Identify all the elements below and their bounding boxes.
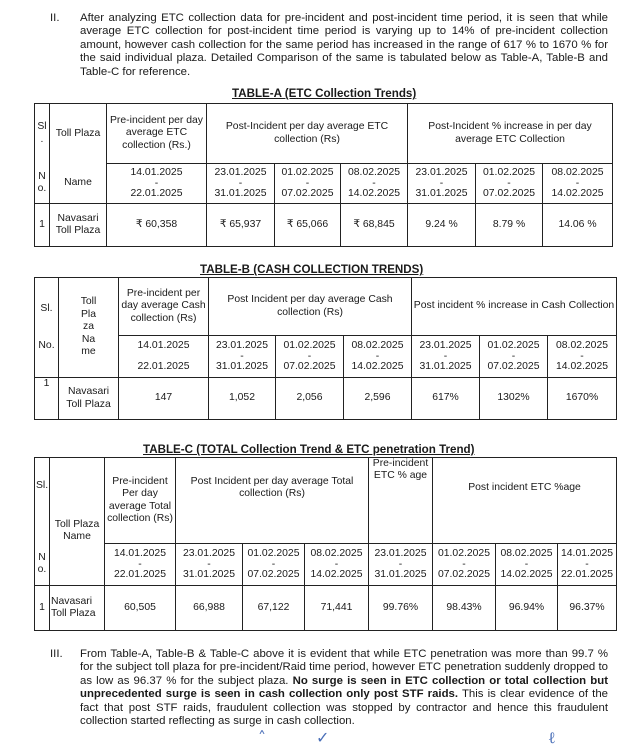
toll-plaza-header: Toll Pla za Na me xyxy=(59,278,119,378)
etc-cell: 98.43% xyxy=(433,586,496,631)
date-range: 08.02.2025 - 14.02.2025 xyxy=(496,544,558,586)
name-header: Name xyxy=(50,164,107,204)
pct-increase-header: Post incident % increase in Cash Collection xyxy=(412,278,617,336)
signature-mark: ˄ xyxy=(258,728,266,747)
pre-value-cell: 147 xyxy=(119,378,209,420)
pre-etc-header: Pre-incident ETC % age xyxy=(369,458,433,544)
date-range: 01.02.2025 - 07.02.2025 xyxy=(276,336,344,378)
pct-cell: 1670% xyxy=(548,378,617,420)
date-range: 14.01.2025 - 22.01.2025 xyxy=(107,164,207,204)
table-c xyxy=(34,457,617,631)
post-value-cell: ₹ 65,066 xyxy=(275,204,341,247)
date-range: 01.02.2025 - 07.02.2025 xyxy=(433,544,496,586)
etc-cell: 96.94% xyxy=(496,586,558,631)
sl-cell: 1 xyxy=(35,378,59,420)
no-header: N o. xyxy=(35,164,50,204)
pct-cell: 14.06 % xyxy=(543,204,613,247)
post-value-cell: 66,988 xyxy=(176,586,243,631)
date-range: 23.01.2025 - 31.01.2025 xyxy=(412,336,480,378)
date-range: 01.02.2025 - 07.02.2025 xyxy=(275,164,341,204)
plaza-cell: Navasari Toll Plaza xyxy=(50,586,105,631)
paragraph-number: II. xyxy=(50,12,60,24)
paragraph-number: III. xyxy=(50,648,63,660)
etc-cell: 96.37% xyxy=(558,586,617,631)
toll-plaza-header: Toll Plaza Name xyxy=(50,458,105,544)
pre-value-cell: ₹ 60,358 xyxy=(107,204,207,247)
date-range: 23.01.2025 - 31.01.2025 xyxy=(176,544,243,586)
post-incident-header: Post Incident per day average Cash collection (Rs) xyxy=(209,278,412,336)
table-row xyxy=(35,586,617,631)
date-range: 23.01.2025 - 31.01.2025 xyxy=(207,164,275,204)
post-value-cell: ₹ 68,845 xyxy=(341,204,408,247)
pct-cell: 8.79 % xyxy=(476,204,543,247)
pre-etc-cell: 99.76% xyxy=(369,586,433,631)
date-range: 08.02.2025 - 14.02.2025 xyxy=(548,336,617,378)
paragraph-text: After analyzing ETC collection data for pre-incident and post-incident time period, it is seen that while average ETC collection for post-incident time period is varying up to 14% of pre-incident collection amount, however cash collection for the same period has increased in the range of 617 % to 1670 % for the said individual plaza. Detailed Comparison of the same is tabulated below as Table-A, Table-B and Table-C for reference. xyxy=(80,12,608,78)
paragraph-text: From Table-A, Table-B & Table-C above it is evident that while ETC penetration was more than 99.7 % for the subject toll plaza for pre-incident/Raid time period, however ETC penetration suddenly dropped to as low as 96.37 % for the subject plaza. No surge is seen in ETC collection or total collection but unprecedented surge is seen in cash collection only post STF raids. This is clear evidence of the fact that post STF raids, fraudulent collection was stopped by contractor and hence this fraudulent collection started reflecting as surge in cash collection. xyxy=(80,648,608,728)
plaza-cell: Navasari Toll Plaza xyxy=(59,378,119,420)
post-etc-header: Post incident ETC %age xyxy=(433,458,617,544)
date-range: 14.01.2025 22.01.2025 xyxy=(119,336,209,378)
table-row xyxy=(35,204,613,247)
pct-cell: 9.24 % xyxy=(408,204,476,247)
table-a xyxy=(34,103,613,247)
date-range: 01.02.2025 - 07.02.2025 xyxy=(480,336,548,378)
post-value-cell: 2,056 xyxy=(276,378,344,420)
date-range: 23.01.2025 - 31.01.2025 xyxy=(408,164,476,204)
date-range: 08.02.2025 - 14.02.2025 xyxy=(341,164,408,204)
pct-increase-header: Post-Incident % increase in per day average ETC Collection xyxy=(408,104,613,164)
pct-cell: 617% xyxy=(412,378,480,420)
sl-header: Sl . xyxy=(35,104,50,164)
post-incident-header: Post Incident per day average Total collection (Rs) xyxy=(176,458,369,544)
pre-incident-header: Pre-incident per day average Cash collection (Rs) xyxy=(119,278,209,336)
date-range: 01.02.2025 - 07.02.2025 xyxy=(476,164,543,204)
table-row xyxy=(35,378,617,420)
pre-value-cell: 60,505 xyxy=(105,586,176,631)
date-range: 23.01.2025 - 31.01.2025 xyxy=(209,336,276,378)
pct-cell: 1302% xyxy=(480,378,548,420)
post-value-cell: ₹ 65,937 xyxy=(207,204,275,247)
signature-mark: ℓ xyxy=(548,728,556,747)
post-incident-header: Post-Incident per day average ETC collection (Rs) xyxy=(207,104,408,164)
post-value-cell: 71,441 xyxy=(305,586,369,631)
toll-plaza-header: Toll Plaza xyxy=(50,104,107,164)
table-b xyxy=(34,277,617,420)
signature-mark: ✓ xyxy=(316,728,330,747)
date-range: 14.01.2025 - 22.01.2025 xyxy=(105,544,176,586)
table-a-title: TABLE-A (ETC Collection Trends) xyxy=(232,87,417,100)
pre-incident-header: Pre-incident per day average ETC collection (Rs.) xyxy=(107,104,207,164)
sl-no-header: Sl. No. xyxy=(35,278,59,378)
table-c-title: TABLE-C (TOTAL Collection Trend & ETC penetration Trend) xyxy=(143,443,475,456)
date-range: 08.02.2025 - 14.02.2025 xyxy=(344,336,412,378)
post-value-cell: 67,122 xyxy=(243,586,305,631)
sl-cell: 1 xyxy=(35,586,50,631)
post-value-cell: 1,052 xyxy=(209,378,276,420)
blank-cell xyxy=(50,544,105,586)
date-range: 14.01.2025 - 22.01.2025 xyxy=(558,544,617,586)
date-range: 08.02.2025 - 14.02.2025 xyxy=(305,544,369,586)
paragraph-bold-text: No surge is seen in ETC collection or total collection but unprecedented surge is seen in cash collection only post STF raids. xyxy=(80,674,608,701)
pre-incident-header: Pre-incident Per day average Total collection (Rs) xyxy=(105,458,176,544)
table-b-title: TABLE-B (CASH COLLECTION TRENDS) xyxy=(200,263,424,276)
date-range: 08.02.2025 - 14.02.2025 xyxy=(543,164,613,204)
sl-cell: 1 xyxy=(35,204,50,247)
sl-header: Sl. xyxy=(35,458,50,544)
post-value-cell: 2,596 xyxy=(344,378,412,420)
date-range: 01.02.2025 - 07.02.2025 xyxy=(243,544,305,586)
no-header: N o. xyxy=(35,544,50,586)
plaza-cell: Navasari Toll Plaza xyxy=(50,204,107,247)
date-range: 23.01.2025 - 31.01.2025 xyxy=(369,544,433,586)
